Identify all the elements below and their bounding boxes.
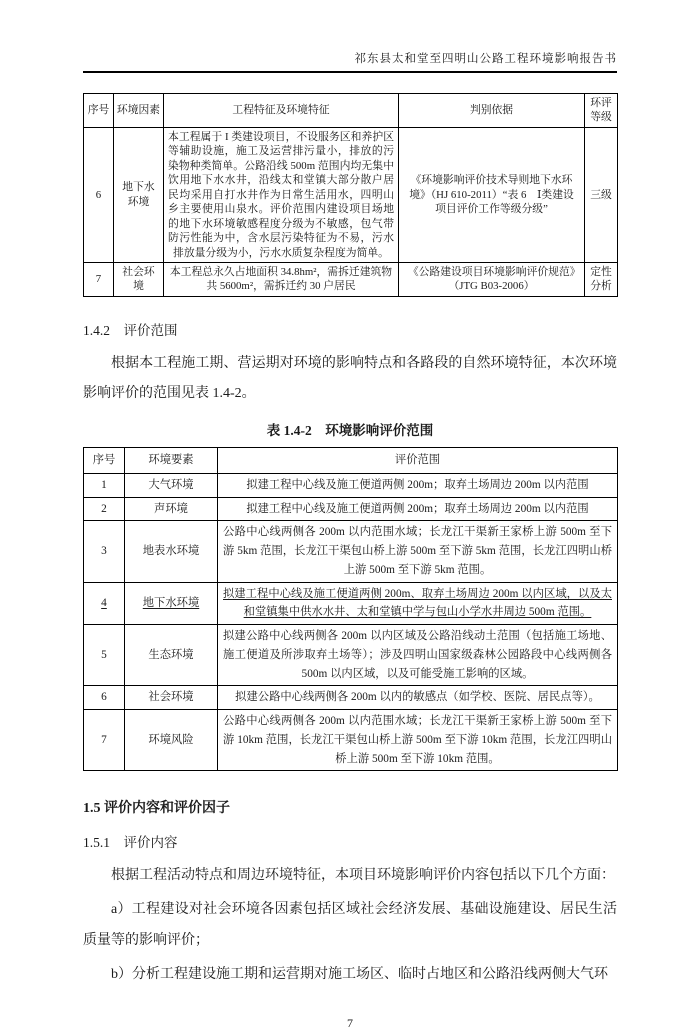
row-no: 3	[84, 521, 125, 582]
col-header-feature: 工程特征及环境特征	[164, 94, 399, 128]
col-header-element: 环境要素	[125, 448, 218, 474]
table-row	[84, 710, 618, 771]
section-heading-151: 1.5.1 评价内容	[83, 835, 178, 851]
row-element: 地下水环境	[125, 582, 218, 625]
row-scope: 拟建公路中心线两侧各 200m 以内区域及公路沿线动土范围（包括施工场地、施工便道及所涉取弃土场等）；涉及四明山国家级森林公园路段中心线两侧各 500m 以内区域，以及可能受施工影响的区域。	[218, 625, 618, 686]
list-item-b: b）分析工程建设施工期和运营期对施工场区、临时占地区和公路沿线两侧大气环	[111, 966, 608, 982]
table-row	[84, 473, 618, 497]
row-element: 地表水环境	[125, 521, 218, 582]
running-header: 祁东县太和堂至四明山公路工程环境影响报告书	[354, 53, 617, 65]
row-no: 5	[84, 625, 125, 686]
row-grade: 三级	[585, 127, 618, 262]
row-grade: 定性分析	[585, 262, 618, 296]
row-no: 4	[84, 582, 125, 625]
col-header-no: 序号	[84, 94, 114, 128]
table-row	[84, 262, 618, 296]
table-row	[84, 127, 618, 262]
col-header-basis: 判别依据	[399, 94, 585, 128]
table-142-title: 表 1.4-2 环境影响评价范围	[266, 423, 434, 439]
table-row	[84, 521, 618, 582]
col-header-grade: 环评等级	[585, 94, 618, 128]
row-no: 7	[84, 710, 125, 771]
row-no: 6	[84, 127, 114, 262]
row-scope: 拟建工程中心线及施工便道两侧 200m；取弃土场周边 200m 以内范围	[218, 473, 618, 497]
table-row	[84, 497, 618, 521]
row-basis: 《公路建设项目环境影响评价规范》（JTG B03-2006）	[399, 262, 585, 296]
header-rule	[83, 71, 617, 73]
row-scope: 公路中心线两侧各 200m 以内范围水域；长龙江干渠新王家桥上游 500m 至下游 5km 范围，长龙江干渠包山桥上游 500m 至下游 5km 范围，长龙江四明山桥上游 500m 至下游 5km 范围。	[218, 521, 618, 582]
table-row	[84, 625, 618, 686]
section-heading-15: 1.5 评价内容和评价因子	[83, 801, 230, 817]
table-row	[84, 686, 618, 710]
row-no: 7	[84, 262, 114, 296]
row-factor: 地下水环境	[114, 127, 164, 262]
row-element: 大气环境	[125, 473, 218, 497]
screening-level-table	[83, 93, 618, 297]
row-feature: 本工程属于 I 类建设项目，不设服务区和养护区等辅助设施，施工及运营排污量小，排放的污染物种类简单。公路沿线 500m 范围内均无集中饮用地下水水井，沿线太和堂镇大部分散户居民均采用自打水井作为日常生活用水，四明山乡主要使用山泉水。评价范围内建设项目场地的地下水环境敏感程度分级为不敏感，包气带防污性能为中，含水层污染特征为不易，污水排放量分级为小，污水水质复杂程度为简单。	[164, 127, 399, 262]
col-header-no: 序号	[84, 448, 125, 474]
row-no: 1	[84, 473, 125, 497]
section-heading-142: 1.4.2 评价范围	[83, 322, 178, 338]
col-header-scope: 评价范围	[218, 448, 618, 474]
table-header-row	[84, 448, 618, 474]
list-item-a: a）工程建设对社会环境各因素包括区域社会经济发展、基础设施建设、居民生活质量等的影响评价；	[83, 902, 617, 948]
page-number: 7	[347, 1015, 353, 1030]
col-header-factor: 环境因素	[114, 94, 164, 128]
table-row-underlined	[84, 582, 618, 625]
row-element: 社会环境	[125, 686, 218, 710]
row-scope: 拟建工程中心线及施工便道两侧 200m；取弃土场周边 200m 以内范围	[218, 497, 618, 521]
row-element: 环境风险	[125, 710, 218, 771]
assessment-scope-table	[83, 447, 618, 771]
row-element: 声环境	[125, 497, 218, 521]
row-scope: 拟建工程中心线及施工便道两侧 200m、取弃土场周边 200m 以内区域，以及太和堂镇集中供水水井、太和堂镇中学与包山小学水井周边 500m 范围。	[218, 582, 618, 625]
row-feature: 本工程总永久占地面积 34.8hm²，需拆迁建筑物共 5600m²，需拆迁约 30 户居民	[164, 262, 399, 296]
table-header-row	[84, 94, 618, 128]
row-factor: 社会环境	[114, 262, 164, 296]
paragraph-scope-intro: 根据本工程施工期、营运期对环境的影响特点和各路段的自然环境特征，本次环境影响评价的范围见表 1.4-2。	[83, 355, 617, 401]
row-basis: 《环境影响评价技术导则地下水环境》（HJ 610-2011）“表 6 Ⅰ类建设项目评价工作等级分级”	[399, 127, 585, 262]
row-no: 6	[84, 686, 125, 710]
paragraph-content-intro: 根据工程活动特点和周边环境特征，本项目环境影响评价内容包括以下几个方面：	[111, 868, 615, 884]
document-page	[83, 0, 617, 1031]
row-element: 生态环境	[125, 625, 218, 686]
row-no: 2	[84, 497, 125, 521]
row-scope: 拟建公路中心线两侧各 200m 以内的敏感点（如学校、医院、居民点等）。	[218, 686, 618, 710]
row-scope: 公路中心线两侧各 200m 以内范围水域；长龙江干渠新王家桥上游 500m 至下游 10km 范围，长龙江干渠包山桥上游 500m 至下游 10km 范围，长龙江四明山桥上游 500m 至下游 10km 范围。	[218, 710, 618, 771]
